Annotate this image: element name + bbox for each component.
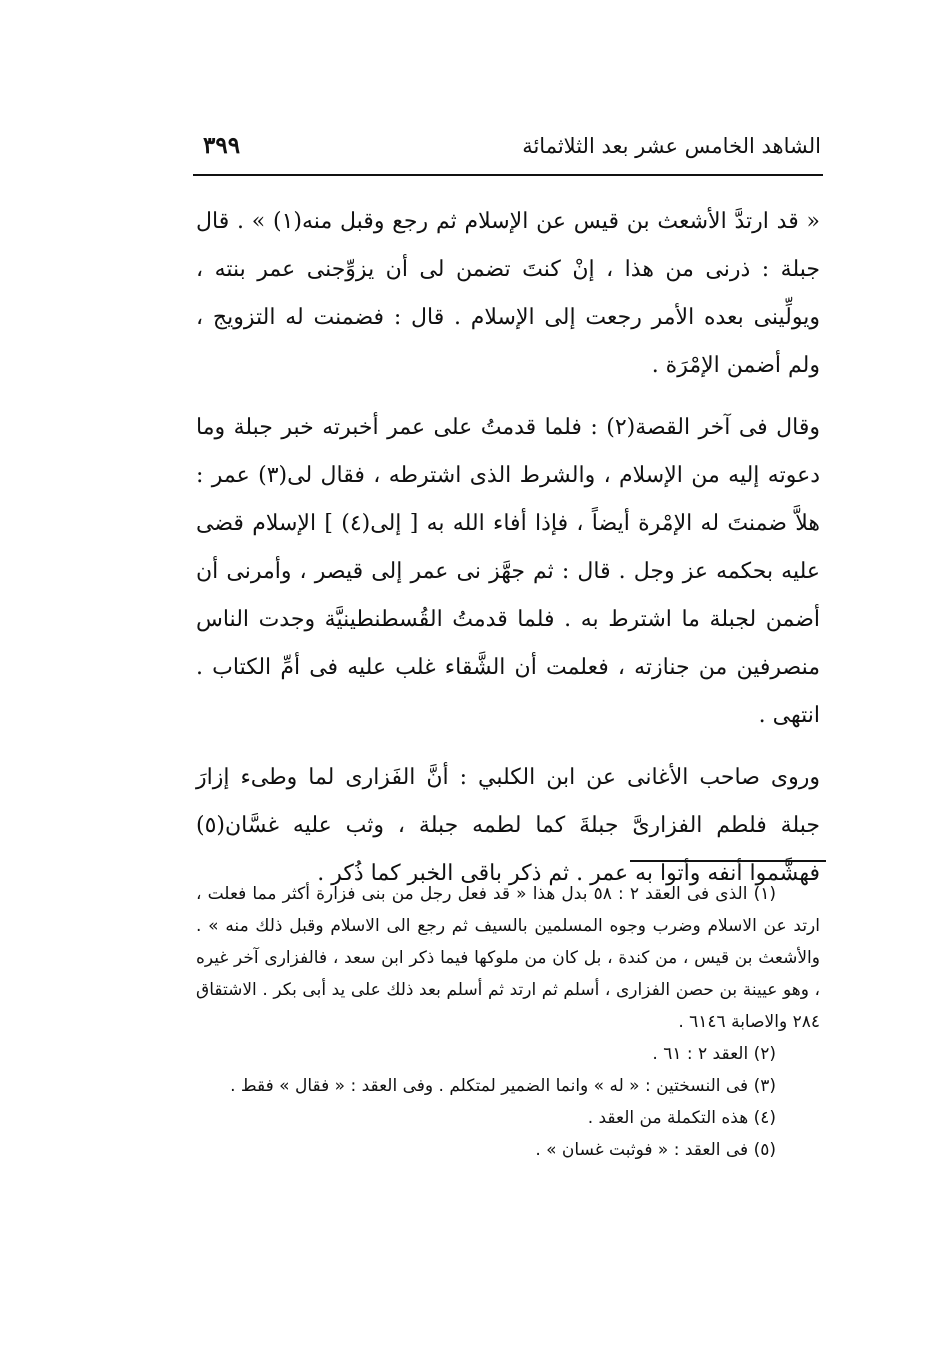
footnotes (196, 878, 820, 1166)
running-title: الشاهد الخامس عشر بعد الثلاثمائة (522, 134, 821, 158)
footnote: (٣) فى النسختين : « له » وانما الضمير لمتكلم . وفى العقد : « فقال » فقط . (230, 1076, 776, 1096)
page-header (193, 128, 821, 168)
paragraph: وروى صاحب الأغانى عن ابن الكلبي : أنَّ الفَزارى لما وطىء إزارَ جبلة فلطم الفزارىَّ جبلةَ كما لطمه جبلة ، وثب عليه غسَّان(٥) فهشَّموا أنفه وأتوا به عمر . ثم ذكر باقى الخبر كما ذُكر . (196, 765, 820, 886)
footnote: (٤) هذه التكملة من العقد . (587, 1108, 776, 1128)
main-text (196, 198, 820, 898)
paragraph: وقال فى آخر القصة(٢) : فلما قدمتُ على عمر أخبرته خبر جبلة وما دعوته إليه من الإسلام ، والشرط الذى اشترطه ، فقال لى(٣) عمر : هلاَّ ضمنتَ له الإمْرة أيضاً ، فإذا أفاء الله به [ إلى(٤) ] الإسلام قضى عليه بحكمه عز وجل . قال : ثم جهَّز نى عمر إلى قيصر ، وأمرنى أن أضمن لجبلة ما اشترط به . فلما قدمتُ القُسطنطينيَّة وجدت الناس منصرفين من جنازته ، فعلمت أن الشَّقاء غلب عليه فى أمِّ الكتاب . انتهى . (196, 415, 821, 728)
footnote: (٥) فى العقد : « فوثبت غسان » . (535, 1140, 776, 1160)
footnote: (٢) العقد ٢ : ٦١ . (652, 1044, 776, 1064)
footnote-rule (630, 860, 826, 862)
page-number: ٣٩٩ (203, 132, 241, 159)
paragraph: « قد ارتدَّ الأشعث بن قيس عن الإسلام ثم رجع وقبل منه(١) » . قال جبلة : ذرنى من هذا ، إنْ كنتَ تضمن لى أن يزوِّجنى عمر بنته ، ويولِّينى بعده الأمر رجعت إلى الإسلام . قال : فضمنت له التزويج ، ولم أضمن الإمْرَة . (196, 209, 820, 378)
footnote: (١) الذى فى العقد ٢ : ٥٨ بدل هذا « قد فعل رجل من بنى فزارة أكثر مما فعلت ، ارتد عن الاسلام وضرب وجوه المسلمين بالسيف ثم رجع الى الاسلام وقبل ذلك منه » . والأشعث بن قيس ، من كندة ، بل كان من ملوكها فيما ذكر ابن سعد ، فالفزارى آخر غيره ، وهو عيينة بن حصن الفزارى ، أسلم ثم ارتد ثم أسلم بعد ذلك على يد أبى بكر . الاشتقاق ٢٨٤ والاصابة ٦١٤٦ . (196, 884, 820, 1032)
header-rule (193, 174, 823, 176)
